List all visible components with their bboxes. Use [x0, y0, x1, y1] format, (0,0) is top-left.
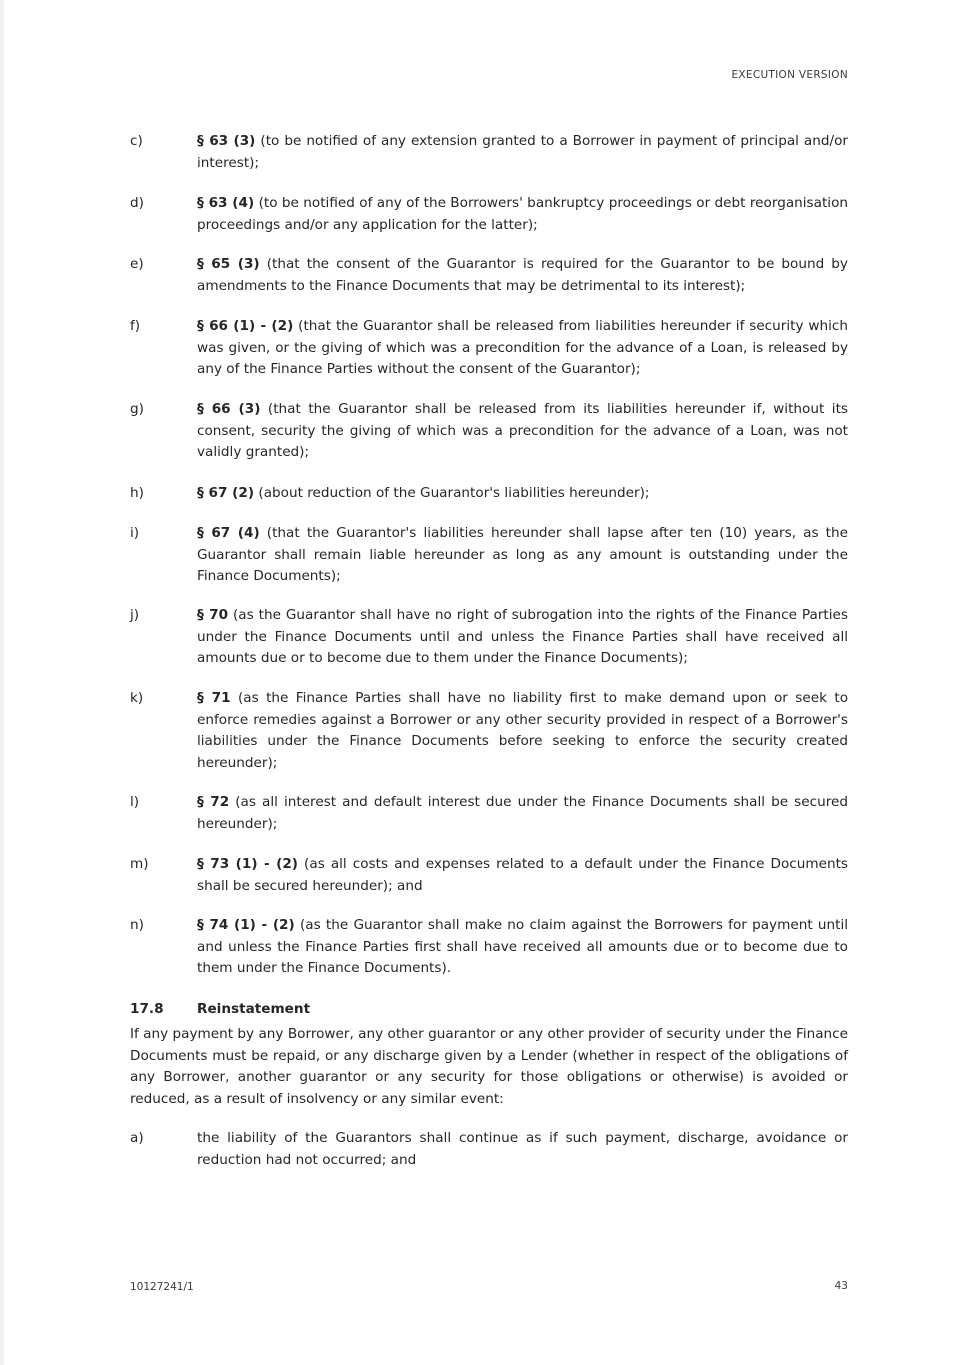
list-item: [130, 131, 848, 174]
item-label: n): [130, 917, 144, 933]
item-label: c): [130, 133, 143, 149]
list-item: [130, 316, 848, 381]
section-reference: § 70: [197, 607, 229, 623]
item-body: (as all costs and expenses related to a default under the Finance Documents shall be secured hereunder); and: [197, 856, 848, 894]
item-text: [197, 316, 848, 381]
list-item: [130, 605, 848, 670]
section-reference: § 71: [197, 690, 231, 706]
section-reference: § 67 (4): [197, 525, 260, 541]
section-heading: [130, 999, 310, 1021]
list-item: [130, 792, 848, 835]
item-body: (to be notified of any of the Borrowers' bankruptcy proceedings or debt reorganisation proceedings and/or any application for the latter);: [197, 195, 848, 233]
item-text: [197, 254, 848, 297]
list-item: [130, 1128, 848, 1171]
list-item: [130, 399, 848, 464]
item-label: j): [130, 607, 140, 623]
item-label: f): [130, 318, 141, 334]
item-label: i): [130, 525, 140, 541]
item-text: [197, 483, 848, 505]
list-item: [130, 254, 848, 297]
item-body: (that the consent of the Guarantor is required for the Guarantor to be bound by amendments to the Finance Documents that may be detrimental to its interest);: [197, 256, 848, 294]
item-label: l): [130, 794, 140, 810]
section-reference: § 72: [197, 794, 230, 810]
item-text: [197, 399, 848, 464]
item-label: h): [130, 485, 144, 501]
section-reference: § 63 (3): [197, 133, 256, 149]
item-body: (to be notified of any extension granted to a Borrower in payment of principal and/or interest);: [197, 133, 848, 171]
scan-edge: [0, 0, 4, 1365]
section-reference: § 65 (3): [197, 256, 260, 272]
section-reference: § 67 (2): [197, 485, 255, 501]
section-reference: § 66 (3): [197, 401, 261, 417]
item-body: (as the Finance Parties shall have no liability first to make demand upon or seek to enforce remedies against a Borrower or any other security provided in respect of a Borrower's liabilities under the Finance Documents before seeking to enforce the security created hereunder);: [197, 690, 849, 772]
item-body: (as the Guarantor shall have no right of subrogation into the rights of the Finance Parties under the Finance Documents until and unless the Finance Parties shall have received all amounts due or to become due to them under the Finance Documents);: [197, 607, 848, 667]
list-item: [130, 483, 848, 505]
item-text: [197, 523, 848, 588]
item-body: (that the Guarantor shall be released from its liabilities hereunder if, without its consent, security the giving of which was a precondition for the advance of a Loan, was not validly granted);: [197, 401, 848, 461]
item-label: m): [130, 856, 149, 872]
item-text: [197, 688, 848, 775]
section-reference: § 74 (1) - (2): [197, 917, 295, 933]
section-reference: § 73 (1) - (2): [197, 856, 298, 872]
item-label: k): [130, 690, 144, 706]
item-body: (as all interest and default interest due under the Finance Documents shall be secured hereunder);: [197, 794, 848, 832]
item-body: (that the Guarantor's liabilities hereunder shall lapse after ten (10) years, as the Guarantor shall remain liable hereunder as long as any amount is outstanding under the Finance Documents);: [197, 525, 848, 585]
item-body: (about reduction of the Guarantor's liabilities hereunder);: [254, 485, 650, 501]
item-label: d): [130, 195, 144, 211]
page-number: 43: [834, 1280, 848, 1292]
item-label: e): [130, 256, 144, 272]
list-item: [130, 688, 848, 775]
item-label: g): [130, 401, 144, 417]
section-title: Reinstatement: [197, 1001, 311, 1017]
item-body: (as the Guarantor shall make no claim against the Borrowers for payment until and unless the Finance Parties first shall have received all amounts due or to become due to them under the Finance Documents).: [197, 917, 848, 977]
section-reference: § 66 (1) - (2): [197, 318, 294, 334]
section-reference: § 63 (4): [197, 195, 255, 211]
item-label: a): [130, 1130, 144, 1146]
item-body: (that the Guarantor shall be released from liabilities hereunder if security which was given, or the giving of which was a precondition for the advance of a Loan, is released by any of the Finance Parties without the consent of the Guarantor);: [197, 318, 848, 378]
item-text: the liability of the Guarantors shall continue as if such payment, discharge, avoidance or reduction had not occurred; and: [197, 1130, 848, 1168]
item-text: [197, 131, 848, 174]
item-text: [197, 854, 848, 897]
item-text: [197, 915, 848, 980]
document-id: 10127241/1: [130, 1281, 194, 1293]
item-text: [197, 193, 848, 236]
section-paragraph: If any payment by any Borrower, any other guarantor or any other provider of security under the Finance Documents must be repaid, or any discharge given by a Lender (whether in respect of the obligations of any Borrower, another guarantor or any security for those obligations or otherwise) is avoided or reduced, as a result of insolvency or any similar event:: [130, 1026, 848, 1108]
item-text: [197, 792, 848, 835]
list-item: [130, 915, 848, 980]
execution-version-header: EXECUTION VERSION: [731, 69, 848, 81]
list-item: [130, 193, 848, 236]
list-item: [130, 523, 848, 588]
item-text: [197, 605, 848, 670]
section-number: 17.8: [130, 1001, 164, 1017]
list-item: [130, 854, 848, 897]
